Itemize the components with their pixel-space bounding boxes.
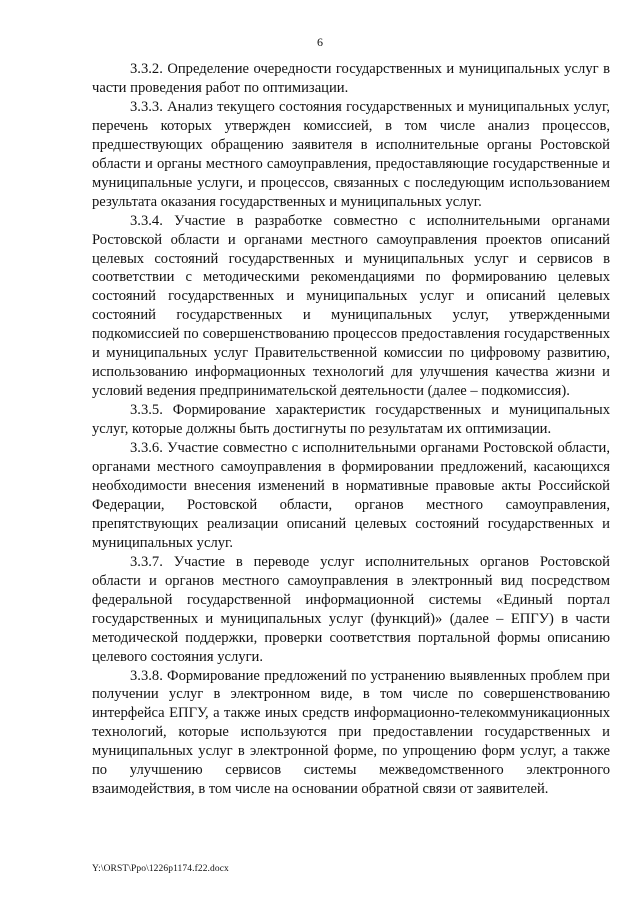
paragraph-3-3-6: 3.3.6. Участие совместно с исполнительными органами Ростовской области, органами местного самоуправления в формировании предложений, касающихся необходимости внесения изменений в нормативные правовые акты Российской Федерации, Ростовской области, органов местного самоуправления, препятствующих реализации описаний целевых состояний государственных и муниципальных услуг. [92, 440, 610, 551]
paragraph-3-3-2: 3.3.2. Определение очередности государственных и муниципальных услуг в части проведения работ по оптимизации. [92, 61, 610, 96]
paragraph-3-3-8: 3.3.8. Формирование предложений по устранению выявленных проблем при получении услуг в электронном виде, в том числе по совершенствованию интерфейса ЕПГУ, а также иных средств информационно-телекоммуникационных технологий, которые используются при предоставлении государственных и муниципальных услуг в электронной форме, по упрощению форм услуг, а также по улучшению сервисов системы межведомственного электронного взаимодействия, в том числе на основании обратной связи от заявителей. [92, 667, 610, 798]
paragraph-3-3-3: 3.3.3. Анализ текущего состояния государственных и муниципальных услуг, перечень которых утвержден комиссией, в том числе анализ процессов, предшествующих обращению заявителя в исполнительные органы Ростовской области и органы местного самоуправления, предоставляющие государственные и муниципальные услуги, и процессов, связанных с последующим использованием результата оказания государственных и муниципальных услуг. [92, 98, 610, 210]
paragraph-3-3-5: 3.3.5. Формирование характеристик государственных и муниципальных услуг, которые должны быть достигнуты по результатам их оптимизации. [92, 402, 610, 438]
footer-file-path: Y:\ORST\Ppo\1226p1174.f22.docx [92, 864, 229, 874]
paragraph-3-3-4: 3.3.4. Участие в разработке совместно с исполнительными органами Ростовской области и органами местного самоуправления проектов описаний целевых состояний государственных и муниципальных услуг и сервисов в соответствии с методическими рекомендациями по формированию целевых состояний государственных и муниципальных услуг и описаний целевых состояний государственных и муниципальных услуг, утвержденными подкомиссией по совершенствованию процессов предоставления государственных и муниципальных услуг Правительственной комиссии по цифровому развитию, использованию информационных технологий для улучшения качества жизни и условий ведения предпринимательской деятельности (далее – подкомиссия). [92, 212, 610, 400]
page-number: 6 [317, 35, 323, 49]
paragraph-3-3-7: 3.3.7. Участие в переводе услуг исполнительных органов Ростовской области и органов местного самоуправления в электронный вид посредством федеральной государственной информационной системы «Единый портал государственных и муниципальных услуг (функций)» (далее – ЕПГУ) в части методической поддержки, проверки соответствия портальной формы описанию целевого состояния услуги. [92, 553, 610, 665]
document-body [92, 60, 610, 799]
